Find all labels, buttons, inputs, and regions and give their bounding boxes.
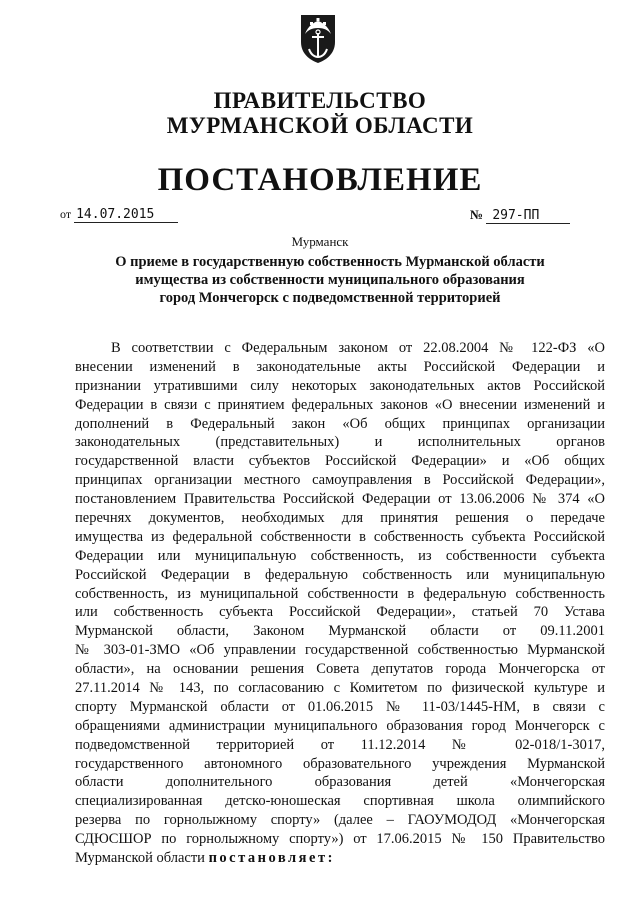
body-line: постановлением Правительства Российской Федерации от 13.06.2006 № 374 «О bbox=[75, 491, 605, 508]
body-line: специализированная детско-юношеская спортивная школа олимпийского bbox=[75, 793, 605, 810]
document-title bbox=[95, 253, 565, 307]
body-line: перечнях документов, необходимых для принятия решения о передаче bbox=[75, 510, 605, 527]
body-line: резерва по горнолыжному спорту» (далее – ГАОУМОДОД «Мончегорская bbox=[75, 812, 605, 829]
body-line: В соответствии с Федеральным законом от 22.08.2004 № 122-ФЗ «О bbox=[111, 340, 605, 356]
body-line: Российской Федерации в федеральную собственность или муниципальную bbox=[75, 566, 605, 583]
body-line: Федерации или муниципальную собственность, из собственности субъекта bbox=[75, 547, 605, 564]
body-line: или собственность субъекта Российской Федерации», статьей 70 Устава bbox=[75, 604, 605, 621]
coat-of-arms-icon bbox=[298, 12, 338, 64]
body-line: внесении изменений в законодательные акты Российской Федерации и bbox=[75, 358, 605, 375]
body-line: собственность, из муниципальной собственности в федеральную собственность bbox=[75, 585, 605, 602]
government-name-line1: ПРАВИТЕЛЬСТВО bbox=[213, 88, 427, 113]
body-line: подведомственной территорией от 11.12.2014 № 02-018/1-3017, bbox=[75, 736, 605, 753]
body-line: спорту Мурманской области от 01.06.2015 № 11-03/1445-НМ, в связи с bbox=[75, 698, 605, 715]
city-name: Мурманск bbox=[291, 234, 349, 249]
decree-verb: постановляет: bbox=[208, 850, 335, 867]
body-line: Федерации в связи с принятием федеральных законов «О внесении изменений и bbox=[75, 396, 605, 413]
number-row bbox=[470, 207, 570, 224]
body-line: обращениями администрации муниципального образования город Мончегорск с bbox=[75, 717, 605, 734]
title-line: город Мончегорск с подведомственной территорией bbox=[159, 290, 501, 306]
date-prefix: от bbox=[60, 207, 72, 221]
title-line: имущества из собственности муниципального образования bbox=[135, 272, 525, 288]
body-last-line bbox=[75, 849, 605, 868]
document-type-heading: ПОСТАНОВЛЕНИЕ bbox=[157, 162, 483, 198]
government-name-line2: МУРМАНСКОЙ ОБЛАСТИ bbox=[166, 113, 474, 138]
date-row bbox=[60, 207, 178, 223]
body-line: принципах организации местного самоуправления в Российской Федерации», bbox=[75, 472, 605, 489]
body-line: 27.11.2014 № 143, по согласованию с Комитетом по физической культуре и bbox=[75, 680, 605, 697]
document-date: 14.07.2015 bbox=[74, 207, 178, 223]
body-line: признании утратившими силу некоторых законодательных актов Российской bbox=[75, 377, 605, 394]
body-line: дополнений в Федеральный закон «Об общих принципах организации bbox=[75, 415, 605, 432]
body-line: Мурманской области bbox=[75, 850, 205, 867]
body-line: законодательных (представительных) и исполнительных органов bbox=[75, 434, 605, 451]
document-number: 297-ПП bbox=[486, 208, 570, 224]
body-line: Мурманской области, Законом Мурманской области от 09.11.2001 bbox=[75, 623, 605, 640]
body-line: области», на основании решения Совета депутатов города Мончегорска от bbox=[75, 661, 605, 678]
number-prefix: № bbox=[470, 207, 484, 222]
body-line: области дополнительного образования детей «Мончегорская bbox=[75, 774, 605, 791]
body-line: государственного автономного образовательного учреждения Мурманской bbox=[75, 755, 605, 772]
document-body bbox=[75, 339, 605, 868]
title-line: О приеме в государственную собственность Мурманской области bbox=[115, 254, 545, 270]
body-line: государственной власти субъектов Российской Федерации» и «Об общих bbox=[75, 453, 605, 470]
body-line: № 303-01-ЗМО «Об управлении государственной собственностью Мурманской bbox=[75, 642, 605, 659]
body-line: СДЮСШОР по горнолыжному спорту») от 17.06.2015 № 150 Правительство bbox=[75, 831, 605, 848]
body-line: имущества из федеральной собственности в собственность субъекта Российской bbox=[75, 528, 605, 545]
